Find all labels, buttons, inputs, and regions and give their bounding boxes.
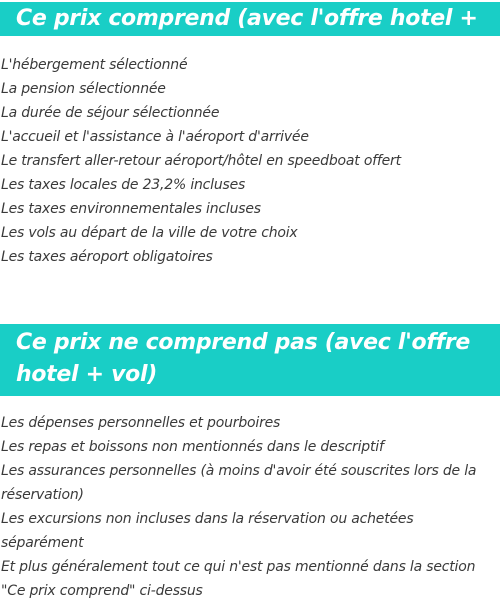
price-details: [0, 2, 500, 603]
included-item: Les vols au départ de la ville de votre choix: [1, 225, 298, 241]
excluded-item: Les repas et boissons non mentionnés dans le descriptif: [1, 439, 384, 455]
excluded-item: Les excursions non incluses dans la réservation ou achetées séparément: [1, 511, 414, 551]
included-item: Le transfert aller-retour aéroport/hôtel en speedboat offert: [1, 153, 401, 169]
included-item: Les taxes aéroport obligatoires: [1, 249, 213, 265]
included-list: [0, 53, 500, 269]
included-item: La durée de séjour sélectionnée: [1, 105, 220, 121]
included-item: Les taxes environnementales incluses: [1, 201, 261, 217]
included-item: Les taxes locales de 23,2% incluses: [1, 177, 246, 193]
included-item: L'hébergement sélectionné: [1, 57, 188, 73]
excluded-section-title: Ce prix ne comprend pas (avec l'offre hotel + vol): [0, 324, 500, 396]
included-item: La pension sélectionnée: [1, 81, 166, 97]
excluded-list: [0, 411, 500, 603]
included-section-title: Ce prix comprend (avec l'offre hotel + vol): [0, 2, 500, 36]
excluded-item: Et plus généralement tout ce qui n'est pas mentionné dans la section "Ce prix comprend" ci-dessus: [1, 559, 476, 599]
included-item: L'accueil et l'assistance à l'aéroport d'arrivée: [1, 129, 309, 145]
excluded-item: Les dépenses personnelles et pourboires: [1, 415, 281, 431]
excluded-item: Les assurances personnelles (à moins d'avoir été souscrites lors de la réservation): [1, 463, 477, 503]
